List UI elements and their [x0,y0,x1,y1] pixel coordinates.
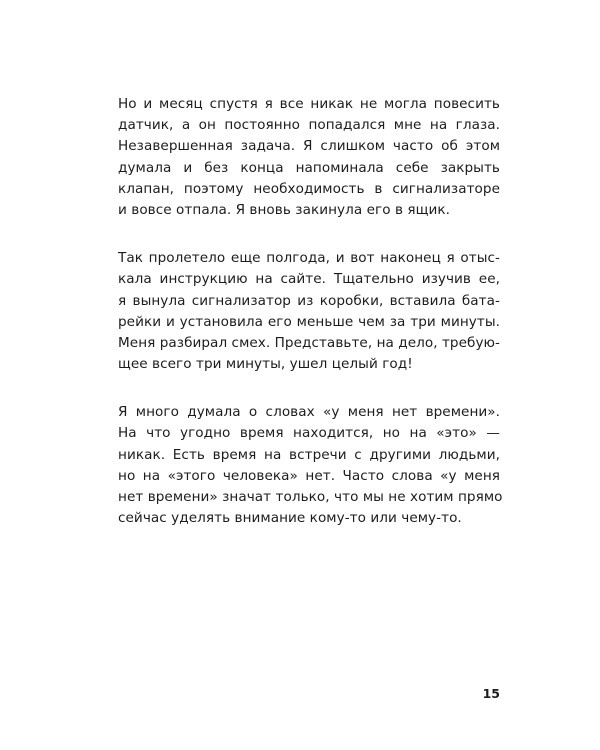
body-text [118,94,503,556]
paragraph-3 [118,402,503,529]
text-line: сейчас уделять внимание кому-то или чему-то. [118,510,462,527]
text-line: щее всего три минуты, ушел целый год! [118,356,413,373]
text-line: и вовсе отпала. Я вновь закинула его в ящик. [118,201,450,218]
text-line: кала инструкцию на сайте. Тщательно изучив ее, [118,271,500,288]
text-line: я вынула сигнализатор из коробки, вставила бата- [118,292,500,309]
text-line: Я много думала о словах «у меня нет времени». [118,404,500,421]
text-line: Но и месяц спустя я все никак не могла повесить [118,96,500,112]
text-line: Меня разбирал смех. Представьте, на дело, требую- [118,334,500,351]
text-line: На что угодно время находится, но на «это» — [118,425,500,442]
text-line: рейки и установила его меньше чем за три минуты. [118,313,500,330]
text-line: датчик, а он постоянно попадался мне на глаза. [118,117,500,134]
text-line: нет времени» значат только, что мы не хотим прямо [118,489,503,505]
text-line: но на «этого человека» нет. Часто слова «у меня [118,467,500,484]
page-number: 15 [482,686,500,701]
text-line: думала и без конца напоминала себе закрыть [118,159,500,176]
text-line: никак. Есть время на встречи с другими людьми, [118,446,500,463]
paragraph-1 [118,94,500,221]
text-line: Так пролетело еще полгода, и вот наконец я отыс- [118,250,500,267]
paragraph-2 [118,248,500,375]
text-line: Незавершенная задача. Я слишком часто об этом [118,138,500,155]
text-line: клапан, поэтому необходимость в сигнализаторе [118,180,500,197]
